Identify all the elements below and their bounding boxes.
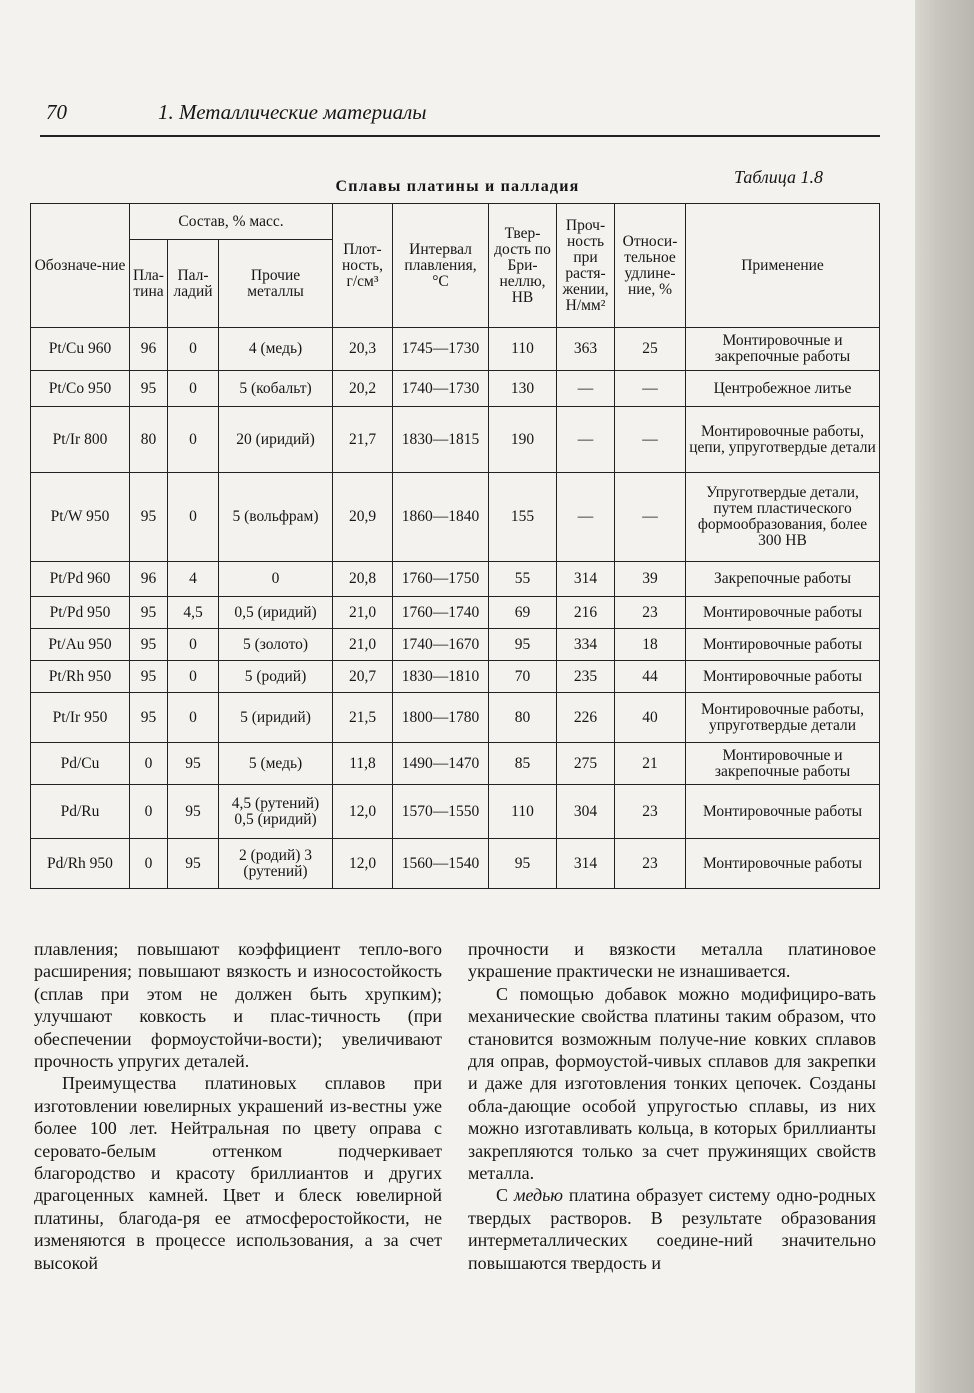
cell-platinum: 95 xyxy=(130,371,168,407)
cell-hardness: 70 xyxy=(489,661,557,693)
page-number: 70 xyxy=(46,100,67,124)
header-hardness: Твер-дость по Бри-неллю, НВ xyxy=(489,204,557,328)
table-row xyxy=(31,407,880,473)
cell-designation: Pd/Rh 950 xyxy=(31,839,130,889)
cell-designation: Pt/W 950 xyxy=(31,473,130,562)
cell-palladium: 0 xyxy=(168,473,219,562)
cell-density: 20,9 xyxy=(333,473,393,562)
cell-designation: Pt/Pd 960 xyxy=(31,562,130,597)
cell-density: 12,0 xyxy=(333,839,393,889)
cell-elongation: 23 xyxy=(615,839,686,889)
cell-strength: — xyxy=(557,473,615,562)
table-row xyxy=(31,693,880,743)
cell-melting-range: 1860—1840 xyxy=(393,473,489,562)
cell-application: Монтировочные работы xyxy=(686,629,880,661)
cell-palladium: 0 xyxy=(168,407,219,473)
cell-designation: Pt/Ir 950 xyxy=(31,693,130,743)
cell-designation: Pt/Pd 950 xyxy=(31,597,130,629)
table-row xyxy=(31,597,880,629)
header-palladium: Пал-ладий xyxy=(168,240,219,328)
header-strength: Проч-ность при растя-жении, Н/мм² xyxy=(557,204,615,328)
cell-palladium: 0 xyxy=(168,661,219,693)
cell-strength: 314 xyxy=(557,562,615,597)
cell-melting-range: 1490—1470 xyxy=(393,743,489,785)
cell-other-metals: 5 (родий) xyxy=(219,661,333,693)
cell-hardness: 190 xyxy=(489,407,557,473)
cell-hardness: 55 xyxy=(489,562,557,597)
header-elongation: Относи-тельное удлине-ние, % xyxy=(615,204,686,328)
cell-melting-range: 1800—1780 xyxy=(393,693,489,743)
cell-designation: Pt/Cu 960 xyxy=(31,328,130,371)
cell-other-metals: 5 (иридий) xyxy=(219,693,333,743)
table-row xyxy=(31,371,880,407)
alloys-table xyxy=(30,203,880,889)
cell-palladium: 95 xyxy=(168,839,219,889)
paragraph xyxy=(468,1184,876,1274)
cell-application: Монтировочные и закрепочные работы xyxy=(686,743,880,785)
cell-palladium: 95 xyxy=(168,743,219,785)
cell-elongation: 23 xyxy=(615,785,686,839)
cell-palladium: 0 xyxy=(168,371,219,407)
cell-platinum: 96 xyxy=(130,328,168,371)
cell-palladium: 0 xyxy=(168,328,219,371)
cell-melting-range: 1830—1815 xyxy=(393,407,489,473)
cell-melting-range: 1760—1740 xyxy=(393,597,489,629)
header-designation: Обозначе-ние xyxy=(31,204,130,328)
paragraph-rest: платина образует систему одно-родных твердых растворов. В результате образования интерметаллических соедине-ний значительно повышаются твердость и xyxy=(468,1185,876,1273)
cell-density: 11,8 xyxy=(333,743,393,785)
cell-palladium: 4,5 xyxy=(168,597,219,629)
cell-strength: 235 xyxy=(557,661,615,693)
cell-other-metals: 20 (иридий) xyxy=(219,407,333,473)
cell-melting-range: 1740—1730 xyxy=(393,371,489,407)
cell-strength: 363 xyxy=(557,328,615,371)
cell-platinum: 95 xyxy=(130,473,168,562)
cell-platinum: 95 xyxy=(130,597,168,629)
paragraph: плавления; повышают коэффициент тепло-вого расширения; повышают вязкость и износостойкость (сплав при этом не должен быть хрупким); улучшают ковкость и плас-тичность (при обеспечении формоустойчи-вости); увеличивают прочность упругих деталей. xyxy=(34,939,442,1072)
header-composition: Состав, % масс. xyxy=(130,204,333,240)
cell-strength: — xyxy=(557,407,615,473)
cell-other-metals: 5 (золото) xyxy=(219,629,333,661)
cell-hardness: 110 xyxy=(489,785,557,839)
cell-application: Монтировочные работы xyxy=(686,785,880,839)
paragraph-start: С xyxy=(496,1185,514,1206)
cell-palladium: 4 xyxy=(168,562,219,597)
header-density: Плот-ность, г/см³ xyxy=(333,204,393,328)
table-body xyxy=(31,328,880,889)
emphasis-term: медью xyxy=(513,1185,563,1206)
cell-melting-range: 1760—1750 xyxy=(393,562,489,597)
cell-platinum: 0 xyxy=(130,785,168,839)
cell-elongation: 18 xyxy=(615,629,686,661)
table-row xyxy=(31,661,880,693)
cell-application: Монтировочные и закрепочные работы xyxy=(686,328,880,371)
cell-density: 21,0 xyxy=(333,629,393,661)
cell-density: 20,2 xyxy=(333,371,393,407)
table-row xyxy=(31,743,880,785)
cell-other-metals: 5 (кобальт) xyxy=(219,371,333,407)
header-other-metals: Прочие металлы xyxy=(219,240,333,328)
cell-designation: Pt/Co 950 xyxy=(31,371,130,407)
header-rule xyxy=(40,135,880,137)
cell-palladium: 0 xyxy=(168,629,219,661)
text-column-left xyxy=(34,938,442,1274)
cell-platinum: 95 xyxy=(130,661,168,693)
header-application: Применение xyxy=(686,204,880,328)
chapter-title: 1. Металлические материалы xyxy=(158,100,427,124)
cell-platinum: 95 xyxy=(130,629,168,661)
cell-strength: 314 xyxy=(557,839,615,889)
table-row xyxy=(31,785,880,839)
paragraph: С помощью добавок можно модифициро-вать механические свойства платины таким образом, что становится возможным получе-ние ковких сплавов для оправ, формоустой-чивых сплавов для закрепки и даже для изготовления тонких цепочек. Созданы обла-дающие особой упругостью сплавы, из них можно изготавливать кольца, в которых бриллианты закрепляются только за счет пружинящих свойств металла. xyxy=(468,983,876,1184)
cell-melting-range: 1570—1550 xyxy=(393,785,489,839)
table-row xyxy=(31,473,880,562)
cell-density: 21,5 xyxy=(333,693,393,743)
cell-strength: 304 xyxy=(557,785,615,839)
cell-designation: Pd/Cu xyxy=(31,743,130,785)
cell-elongation: 25 xyxy=(615,328,686,371)
cell-palladium: 95 xyxy=(168,785,219,839)
cell-designation: Pt/Au 950 xyxy=(31,629,130,661)
cell-melting-range: 1745—1730 xyxy=(393,328,489,371)
cell-elongation: 21 xyxy=(615,743,686,785)
cell-strength: 226 xyxy=(557,693,615,743)
cell-strength: 216 xyxy=(557,597,615,629)
cell-application: Монтировочные работы xyxy=(686,839,880,889)
cell-designation: Pd/Ru xyxy=(31,785,130,839)
cell-strength: 334 xyxy=(557,629,615,661)
running-head xyxy=(40,100,880,132)
cell-density: 21,7 xyxy=(333,407,393,473)
cell-melting-range: 1830—1810 xyxy=(393,661,489,693)
cell-density: 12,0 xyxy=(333,785,393,839)
cell-application: Центробежное литье xyxy=(686,371,880,407)
cell-platinum: 0 xyxy=(130,839,168,889)
cell-hardness: 80 xyxy=(489,693,557,743)
header-platinum: Пла-тина xyxy=(130,240,168,328)
table-row xyxy=(31,839,880,889)
cell-platinum: 96 xyxy=(130,562,168,597)
cell-strength: 275 xyxy=(557,743,615,785)
cell-application: Монтировочные работы, цепи, упруготвердые детали xyxy=(686,407,880,473)
cell-melting-range: 1740—1670 xyxy=(393,629,489,661)
cell-other-metals: 5 (вольфрам) xyxy=(219,473,333,562)
cell-elongation: 23 xyxy=(615,597,686,629)
cell-melting-range: 1560—1540 xyxy=(393,839,489,889)
table-row xyxy=(31,328,880,371)
cell-other-metals: 2 (родий) 3 (рутений) xyxy=(219,839,333,889)
header-melting: Интервал плавления, °С xyxy=(393,204,489,328)
cell-elongation: — xyxy=(615,371,686,407)
cell-density: 21,0 xyxy=(333,597,393,629)
cell-application: Закрепочные работы xyxy=(686,562,880,597)
cell-platinum: 80 xyxy=(130,407,168,473)
cell-designation: Pt/Rh 950 xyxy=(31,661,130,693)
cell-palladium: 0 xyxy=(168,693,219,743)
table-row xyxy=(31,629,880,661)
cell-designation: Pt/Ir 800 xyxy=(31,407,130,473)
cell-density: 20,7 xyxy=(333,661,393,693)
cell-hardness: 69 xyxy=(489,597,557,629)
cell-strength: — xyxy=(557,371,615,407)
cell-platinum: 95 xyxy=(130,693,168,743)
cell-application: Монтировочные работы xyxy=(686,661,880,693)
table-title: Сплавы платины и палладия xyxy=(335,178,580,195)
cell-density: 20,8 xyxy=(333,562,393,597)
cell-other-metals: 5 (медь) xyxy=(219,743,333,785)
cell-elongation: — xyxy=(615,473,686,562)
cell-elongation: 39 xyxy=(615,562,686,597)
page-edge xyxy=(915,0,974,1393)
cell-platinum: 0 xyxy=(130,743,168,785)
paragraph: прочности и вязкости металла платиновое украшение практически не изнашивается. xyxy=(468,939,876,982)
cell-hardness: 95 xyxy=(489,839,557,889)
text-column-right xyxy=(468,938,876,1274)
cell-application: Упруготвердые детали, путем пластического формообразования, более 300 НВ xyxy=(686,473,880,562)
paragraph: Преимущества платиновых сплавов при изготовлении ювелирных украшений из-вестны уже более 100 лет. Нейтральная по цвету оправа с серовато-белым оттенком подчеркивает благородство и красоту бриллиантов и других драгоценных камней. Цвет и блеск ювелирной платины, благода-ря ее атмосферостойкости, не изменяются в процессе использования, а за счет высокой xyxy=(34,1073,442,1273)
cell-other-metals: 0,5 (иридий) xyxy=(219,597,333,629)
cell-application: Монтировочные работы xyxy=(686,597,880,629)
cell-hardness: 85 xyxy=(489,743,557,785)
cell-elongation: — xyxy=(615,407,686,473)
cell-hardness: 155 xyxy=(489,473,557,562)
cell-density: 20,3 xyxy=(333,328,393,371)
cell-elongation: 40 xyxy=(615,693,686,743)
cell-other-metals: 0 xyxy=(219,562,333,597)
cell-other-metals: 4,5 (рутений) 0,5 (иридий) xyxy=(219,785,333,839)
cell-application: Монтировочные работы, упруготвердые детали xyxy=(686,693,880,743)
cell-hardness: 110 xyxy=(489,328,557,371)
table-label: Таблица 1.8 xyxy=(733,167,823,187)
cell-other-metals: 4 (медь) xyxy=(219,328,333,371)
table-row xyxy=(31,562,880,597)
cell-hardness: 95 xyxy=(489,629,557,661)
cell-hardness: 130 xyxy=(489,371,557,407)
cell-elongation: 44 xyxy=(615,661,686,693)
